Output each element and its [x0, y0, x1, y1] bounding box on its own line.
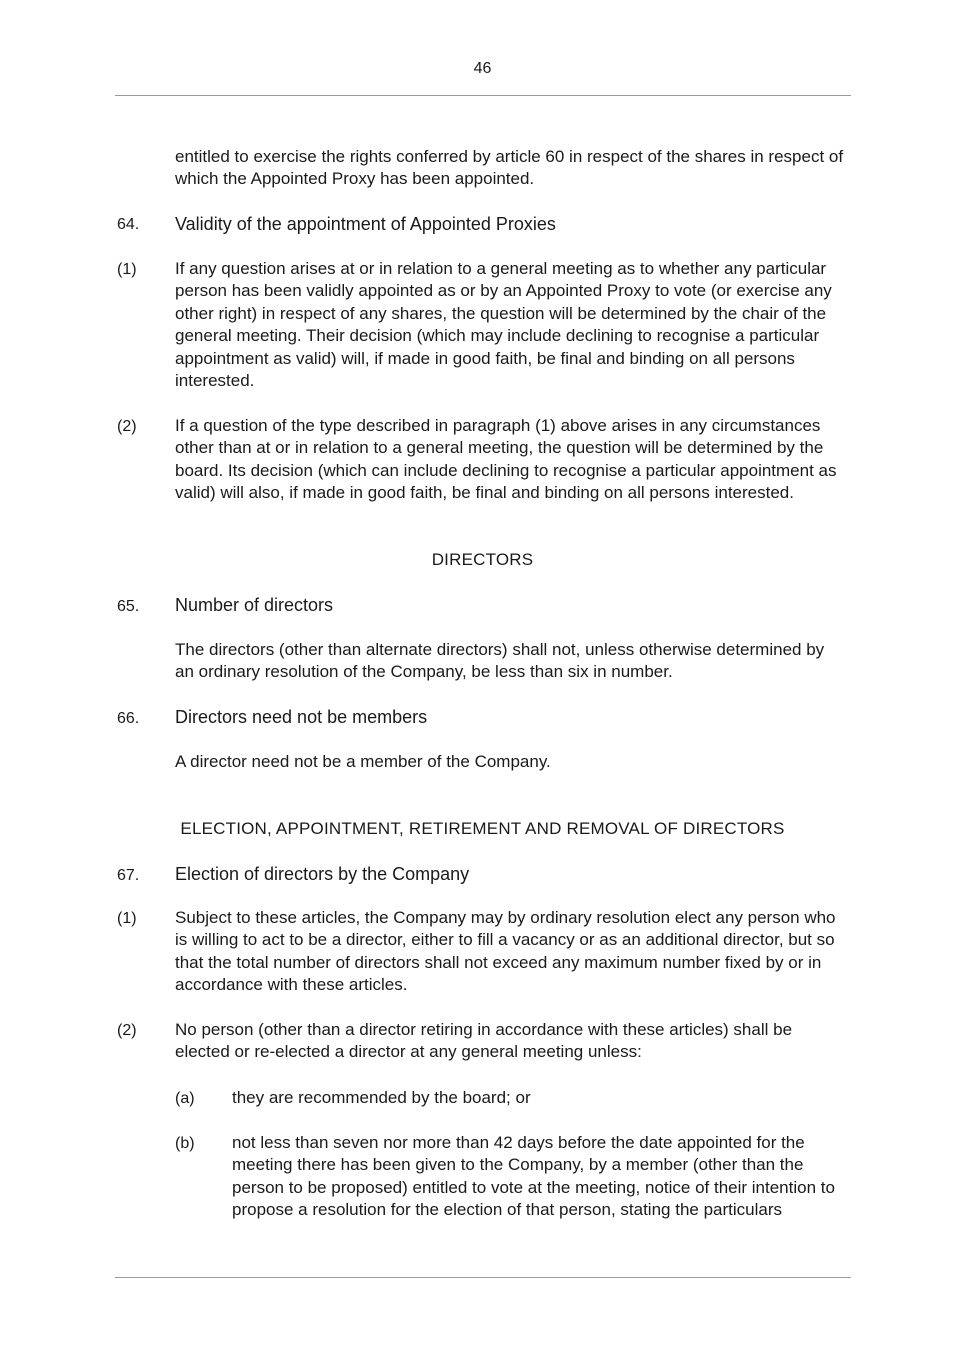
article-64-para-1: If any question arises at or in relation to a general meeting as to whether any particular person has been validly appointed as or by an Appointed Proxy to vote (or exercise any other right) in respect of any shares, the question will be determined by the chair of the general meeting. Their decision (which may include declining to recognise a particular appointment as valid) will, if made in good faith, be final and binding on all persons interested.	[175, 259, 832, 391]
article-65-text: The directors (other than alternate directors) shall not, unless otherwise determined by an ordinary resolution of the Company, be less than six in number.	[175, 640, 825, 682]
article-64-para-2: If a question of the type described in paragraph (1) above arises in any circumstances other than at or in relation to a general meeting, the question will be determined by the board. Its decision (which can include declining to recognise a particular appointment as valid) will also, if made in good faith, be final and binding on all persons interested.	[175, 416, 837, 503]
article-67-sub-b-label: (b)	[175, 1135, 195, 1152]
article-67-para-2: No person (other than a director retiring in accordance with these articles) shall be elected or re-elected a director at any general meeting unless:	[175, 1020, 793, 1062]
article-67-para-1-label: (1)	[117, 910, 137, 927]
article-66-number: 66.	[117, 710, 140, 727]
article-66-text: A director need not be a member of the Company.	[175, 752, 551, 771]
article-67-sub-b: not less than seven nor more than 42 days before the date appointed for the meeting there has been given to the Company, by a member (other than the person to be proposed) entitled to vote at the meeting, notice of their intention to propose a resolution for the election of that person, stating the particulars	[232, 1133, 835, 1220]
article-64-number: 64.	[117, 216, 140, 233]
article-67-sub-a-label: (a)	[175, 1090, 195, 1107]
article-65-title: Number of directors	[175, 595, 334, 615]
section-heading-directors: DIRECTORS	[431, 550, 534, 569]
article-67-number: 67.	[117, 867, 140, 884]
article-67-para-1: Subject to these articles, the Company may by ordinary resolution elect any person who is willing to act to be a director, either to fill a vacancy or as an additional director, but so that the total number of directors shall not exceed any maximum number fixed by or in accordance with these articles.	[175, 908, 836, 995]
section-heading-election: ELECTION, APPOINTMENT, RETIREMENT AND REMOVAL OF DIRECTORS	[180, 819, 785, 838]
footer-divider	[115, 1277, 851, 1278]
page-number: 46	[473, 60, 492, 77]
article-66-title: Directors need not be members	[175, 707, 428, 727]
continuation-paragraph: entitled to exercise the rights conferred by article 60 in respect of the shares in respect of which the Appointed Proxy has been appointed.	[175, 147, 844, 189]
article-67-title: Election of directors by the Company	[175, 864, 470, 884]
article-65-number: 65.	[117, 598, 140, 615]
article-64-para-2-label: (2)	[117, 418, 137, 435]
article-64-para-1-label: (1)	[117, 261, 137, 278]
article-67-sub-a: they are recommended by the board; or	[232, 1088, 531, 1107]
article-64-title: Validity of the appointment of Appointed Proxies	[175, 214, 556, 234]
article-67-para-2-label: (2)	[117, 1022, 137, 1039]
header-divider	[115, 95, 851, 96]
